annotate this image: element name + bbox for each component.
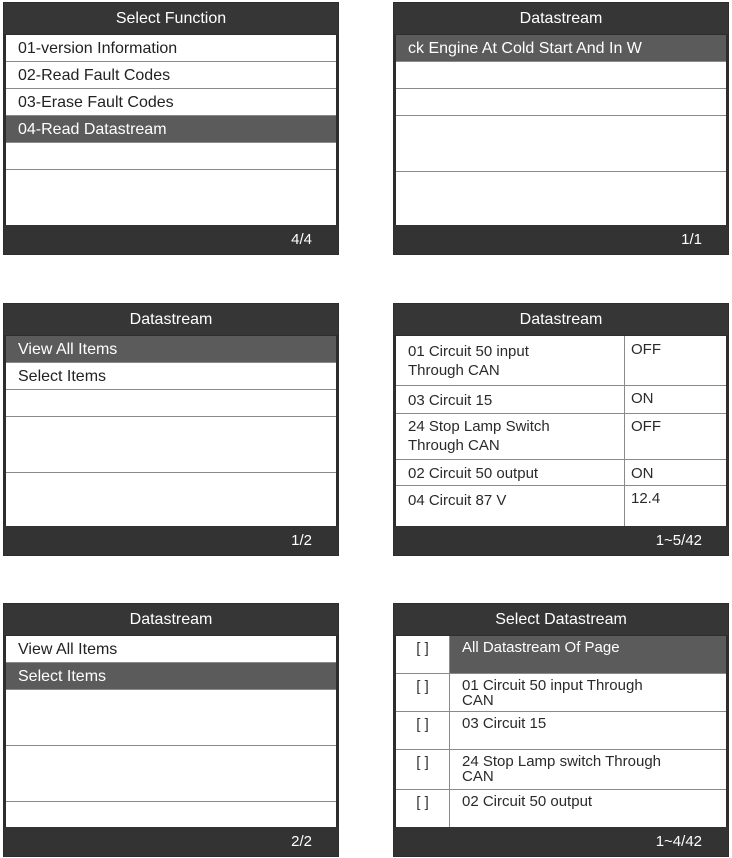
screen-title: Select Datastream <box>394 604 728 635</box>
item-name-line: Through CAN <box>408 437 500 454</box>
item-value: ON <box>624 460 726 485</box>
empty-row <box>6 746 336 802</box>
screen-datastream-list <box>393 2 729 255</box>
table-row[interactable] <box>396 674 726 712</box>
screen-select-function <box>3 2 339 255</box>
item-name-line: Through CAN <box>408 362 500 379</box>
page-indicator: 1/1 <box>394 225 728 254</box>
datastream-table <box>396 336 726 526</box>
item-name-line: 01 Circuit 50 input <box>408 343 529 360</box>
screen-datastream-options <box>3 303 339 556</box>
item-value: OFF <box>624 414 726 459</box>
menu-item-view-all-items[interactable]: View All Items <box>6 636 336 663</box>
item-label: All Datastream Of Page <box>450 636 726 673</box>
screen-title: Select Function <box>4 3 338 34</box>
checkbox[interactable]: [ ] <box>396 636 450 673</box>
select-datastream-table <box>396 636 726 827</box>
page-indicator: 1/2 <box>4 526 338 555</box>
page-indicator: 4/4 <box>4 225 338 254</box>
empty-row <box>6 170 336 197</box>
menu-item-erase-fault-codes[interactable]: 03-Erase Fault Codes <box>6 89 336 116</box>
empty-row <box>6 690 336 746</box>
menu-item-select-items[interactable]: Select Items <box>6 663 336 690</box>
table-row[interactable] <box>396 414 726 460</box>
screen-select-datastream <box>393 603 729 857</box>
menu-item-view-all-items[interactable]: View All Items <box>6 336 336 363</box>
page-indicator: 2/2 <box>4 827 338 856</box>
screen-title: Datastream <box>4 304 338 335</box>
item-value: 12.4 <box>624 486 726 526</box>
screen-title: Datastream <box>394 3 728 34</box>
item-name: 03 Circuit 15 <box>408 392 493 409</box>
menu-list <box>6 636 336 827</box>
table-row[interactable] <box>396 750 726 790</box>
item-label: 03 Circuit 15 <box>462 715 547 732</box>
screen-title: Datastream <box>4 604 338 635</box>
item-label <box>450 674 726 711</box>
item-label-line: CAN <box>462 768 494 785</box>
menu-list <box>396 35 726 225</box>
menu-item-select-items[interactable]: Select Items <box>6 363 336 390</box>
item-name: 04 Circuit 87 V <box>408 492 507 509</box>
screen-datastream-values <box>393 303 729 556</box>
page-indicator: 1~4/42 <box>394 827 728 856</box>
item-value: OFF <box>624 336 726 385</box>
table-row[interactable] <box>396 386 726 414</box>
menu-list <box>6 35 336 225</box>
empty-row <box>396 89 726 116</box>
table-row[interactable] <box>396 460 726 486</box>
item-name: 02 Circuit 50 output <box>408 465 539 482</box>
screen-datastream-options <box>3 603 339 857</box>
item-name <box>408 417 618 455</box>
empty-row <box>6 143 336 170</box>
item-name-line: 24 Stop Lamp Switch <box>408 418 550 435</box>
empty-row <box>396 116 726 172</box>
table-row[interactable] <box>396 790 726 827</box>
item-value: ON <box>624 386 726 413</box>
menu-item-read-fault-codes[interactable]: 02-Read Fault Codes <box>6 62 336 89</box>
empty-row <box>6 390 336 417</box>
checkbox[interactable]: [ ] <box>396 674 450 711</box>
item-label <box>450 750 726 789</box>
table-row[interactable] <box>396 336 726 386</box>
menu-list <box>6 336 336 526</box>
empty-row <box>6 417 336 473</box>
menu-item-cold-start[interactable]: ck Engine At Cold Start And In W <box>396 35 726 62</box>
item-label-line: 01 Circuit 50 input Through <box>462 677 643 694</box>
screen-title: Datastream <box>394 304 728 335</box>
checkbox[interactable]: [ ] <box>396 790 450 827</box>
item-label-line: CAN <box>462 692 494 709</box>
item-name <box>408 342 618 380</box>
menu-item-read-datastream[interactable]: 04-Read Datastream <box>6 116 336 143</box>
item-label-line: 24 Stop Lamp switch Through <box>462 753 662 770</box>
table-row[interactable] <box>396 712 726 750</box>
item-label: 02 Circuit 50 output <box>462 793 593 810</box>
checkbox[interactable]: [ ] <box>396 750 450 789</box>
empty-row <box>396 62 726 89</box>
table-row[interactable] <box>396 636 726 674</box>
page-indicator: 1~5/42 <box>394 526 728 555</box>
checkbox[interactable]: [ ] <box>396 712 450 749</box>
menu-item-version-information[interactable]: 01-version Information <box>6 35 336 62</box>
table-row[interactable] <box>396 486 726 526</box>
